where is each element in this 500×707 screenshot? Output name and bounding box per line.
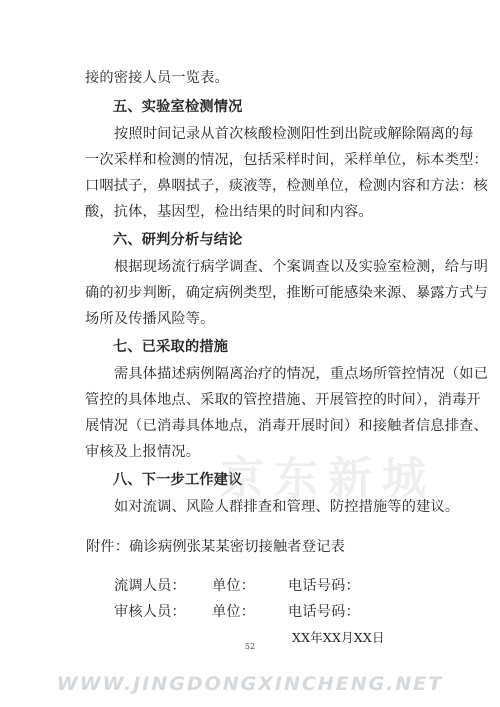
section-heading: 八、下一步工作建议 [113, 472, 243, 488]
watermark-url: WWW.JINGDONGXINCHENG.NET [56, 673, 444, 695]
investigator-unit-label: 单位： [212, 578, 256, 594]
body-text-line: 审核及上报情况。 [85, 444, 201, 460]
investigator-label: 流调人员： [114, 578, 186, 594]
reviewer-label: 审核人员： [114, 604, 186, 620]
section-heading: 五、实验室检测情况 [113, 99, 243, 115]
body-text-line: 按照时间记录从首次核酸检测阳性到出院或解除隔离的每 [114, 126, 474, 142]
body-text-line: 一次采样和检测的情况，包括采样时间，采样单位，标本类型： [85, 152, 488, 168]
attachment-note: 附件：确诊病例张某某密切接触者登记表 [86, 539, 345, 555]
body-text-line: 确的初步判断，确定病例类型，推断可能感染来源、暴露方式与 [85, 285, 488, 301]
body-text-line: 如对流调、风险人群排查和管理、防控措施等的建议。 [114, 499, 460, 515]
body-text-line: 场所及传播风险等。 [85, 311, 215, 327]
watermark-center: 京东新城 [220, 453, 436, 504]
investigator-phone-label: 电话号码： [288, 578, 360, 594]
date-placeholder: XX年XX月XX日 [292, 630, 385, 645]
body-text-line: 管控的具体地点、采取的管控措施、开展管控的时间），消毒开 [85, 392, 481, 408]
body-text-line: 接的密接人员一览表。 [85, 70, 229, 86]
body-text-line: 需具体描述病例隔离治疗的情况，重点场所管控情况（如已 [114, 366, 489, 382]
body-text-line: 口咽拭子，鼻咽拭子，痰液等，检测单位，检测内容和方法：核 [85, 178, 488, 194]
reviewer-unit-label: 单位： [212, 604, 256, 620]
body-text-line: 酸，抗体，基因型，检出结果的时间和内容。 [85, 204, 373, 220]
section-heading: 六、研判分析与结论 [113, 232, 243, 248]
body-text-line: 根据现场流行病学调查、个案调查以及实验室检测，给与明 [114, 259, 489, 275]
reviewer-phone-label: 电话号码： [288, 604, 360, 620]
page-number: 52 [244, 642, 256, 651]
section-heading: 七、已采取的措施 [113, 339, 229, 355]
body-text-line: 展情况（已消毒具体地点，消毒开展时间）和接触者信息排查、 [85, 418, 488, 434]
